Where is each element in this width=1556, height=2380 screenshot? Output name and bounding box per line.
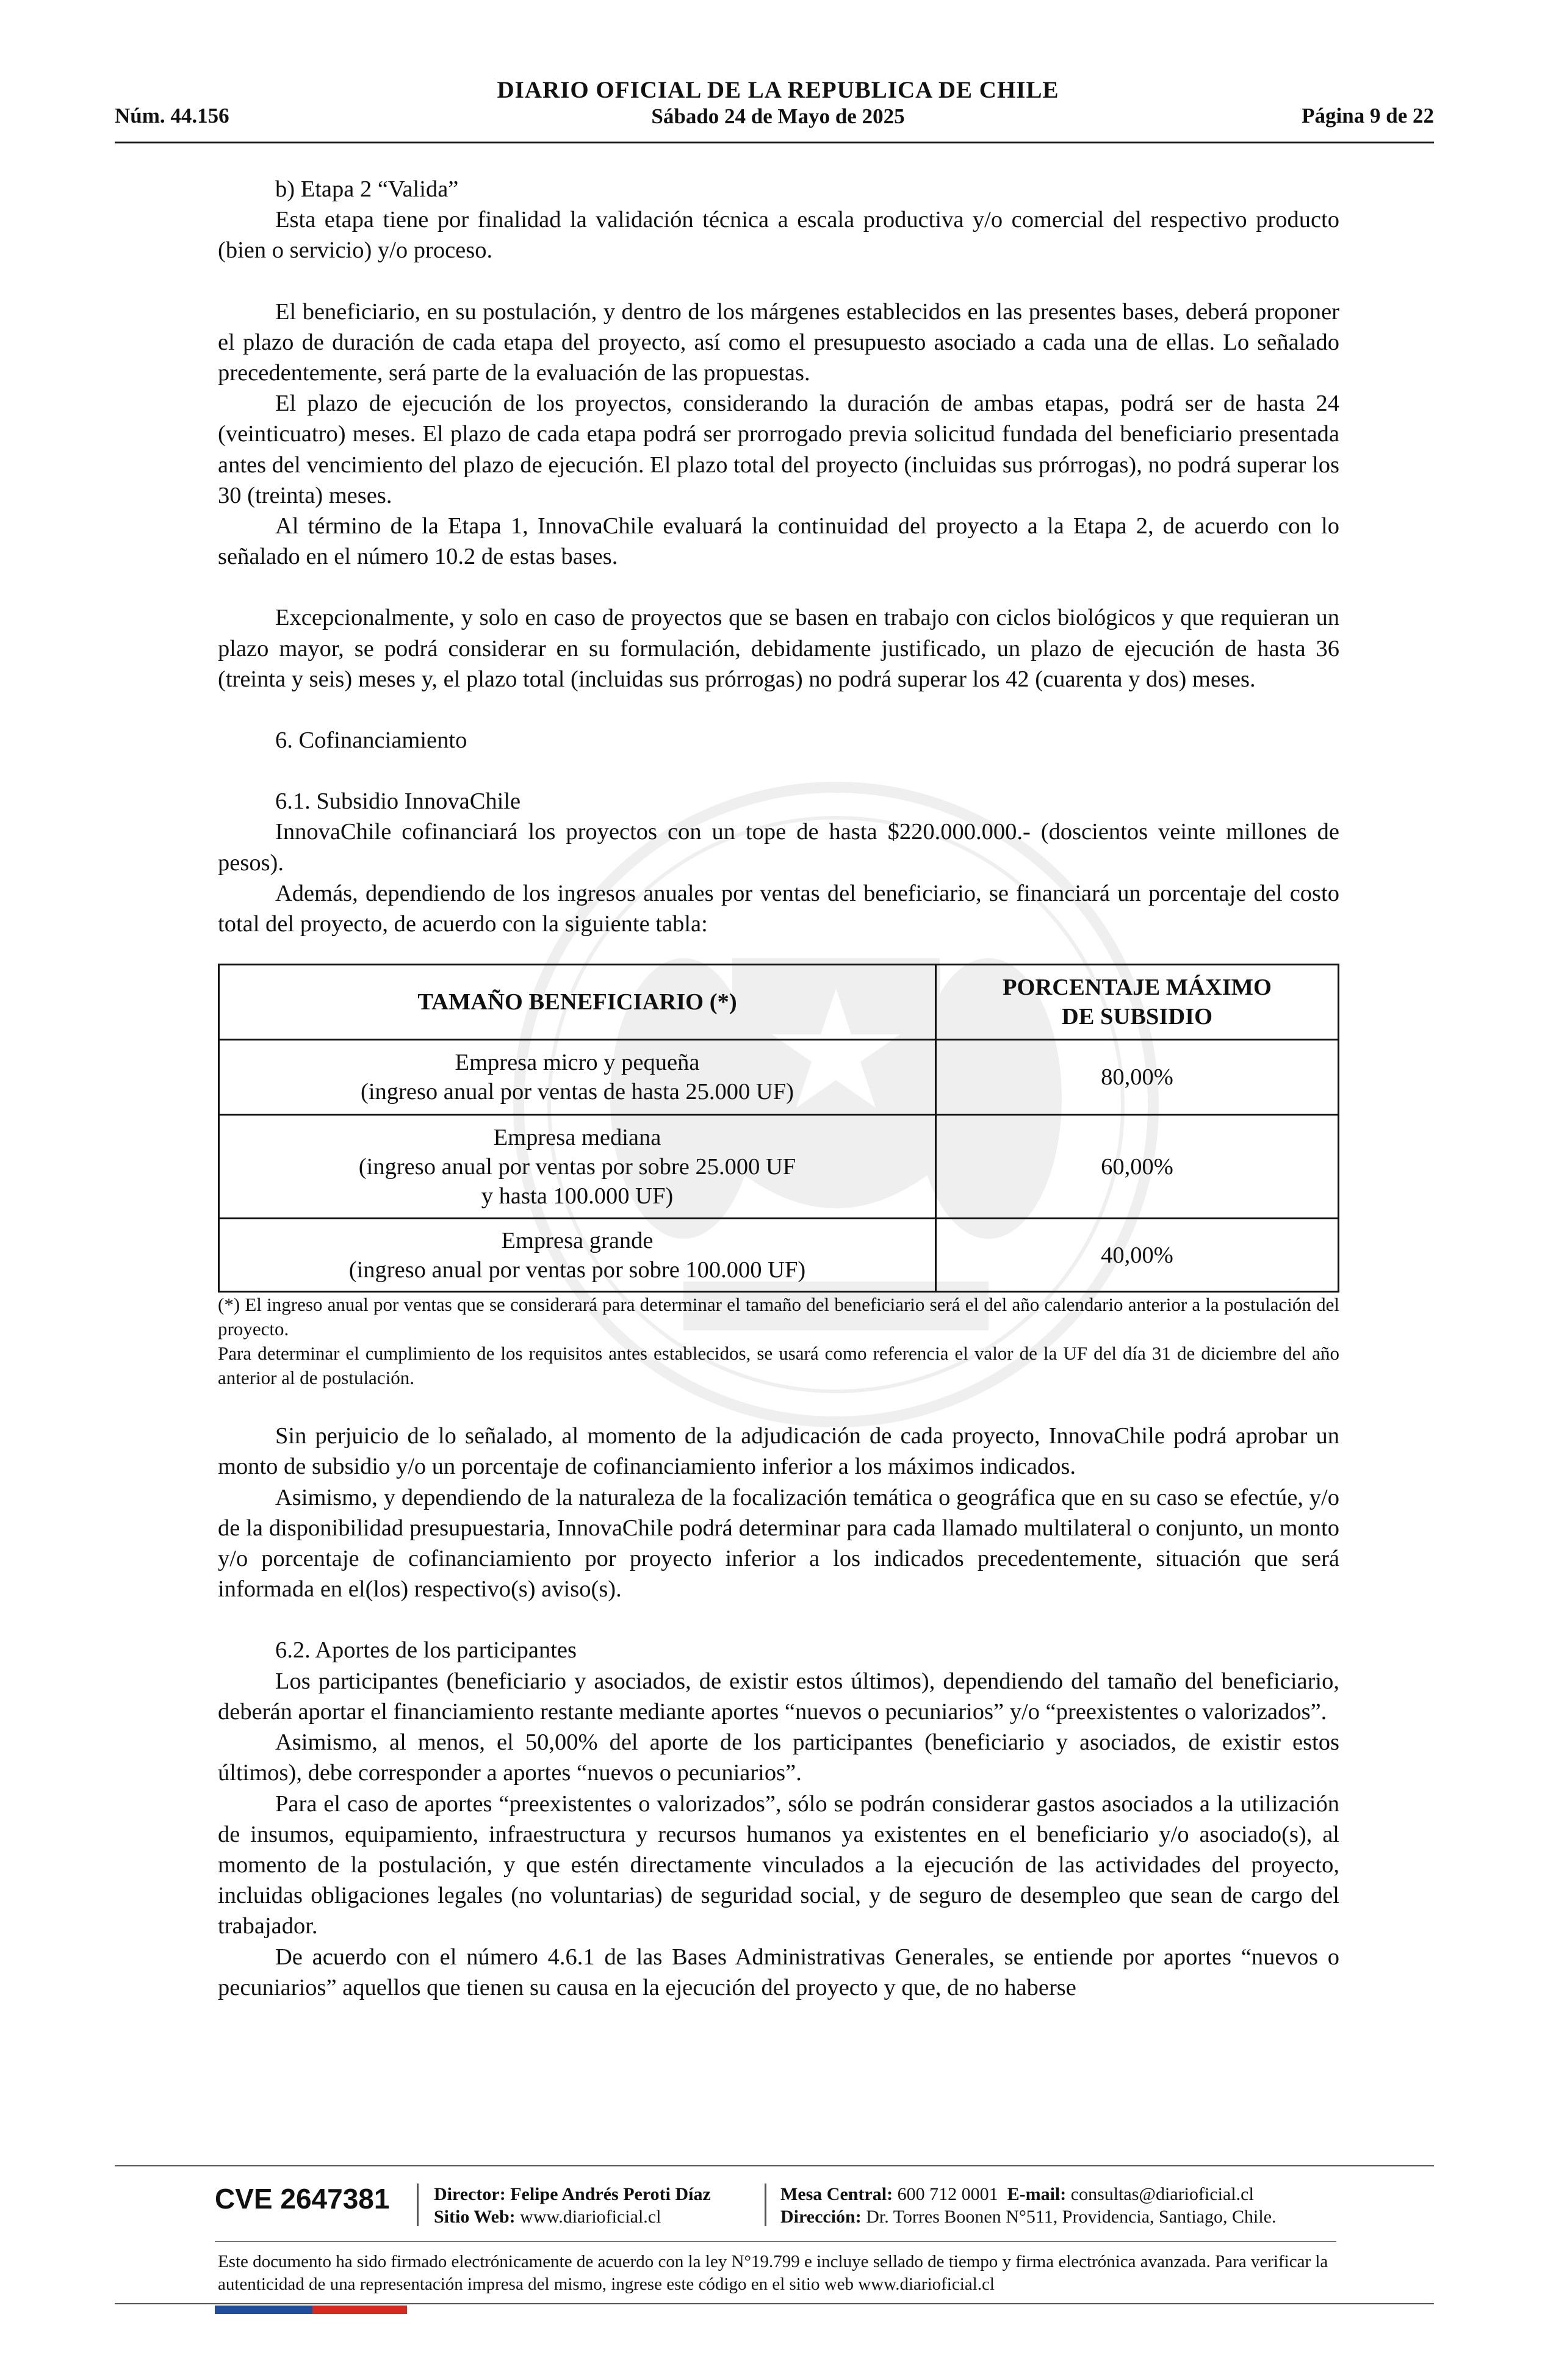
table-row	[219, 1219, 1339, 1292]
flag-stripe-blue	[215, 2306, 312, 2314]
paragraph: InnovaChile cofinanciará los proyectos con un tope de hasta $220.000.000.- (doscientos veinte millones de pesos).	[218, 819, 1339, 876]
director-name: Felipe Andrés Peroti Díaz	[510, 2184, 711, 2204]
subsidy-table	[218, 964, 1339, 1293]
flag-stripe-red	[312, 2306, 407, 2314]
table-footnote: Para determinar el cumplimiento de los requisitos antes establecidos, se usará como referencia el valor de la UF del día 31 de diciembre del año anterior al de postulación.	[218, 1343, 1339, 1389]
table-row	[219, 1115, 1339, 1219]
phone-number: 600 712 0001	[897, 2184, 998, 2204]
section-heading-6-1: 6.1. Subsidio InnovaChile	[275, 788, 521, 815]
email-link[interactable]: consultas@diarioficial.cl	[1070, 2184, 1254, 2204]
paragraph: Los participantes (beneficiario y asociados, de existir estos últimos), dependiendo del tamaño del beneficiario, deberán aportar el financiamiento restante mediante aportes “nuevos o pecuniarios” y/o “preexistentes o valorizados”.	[218, 1668, 1339, 1725]
issue-number: Núm. 44.156	[115, 104, 229, 128]
address: Dr. Torres Boonen N°511, Providencia, Santiago, Chile.	[866, 2207, 1277, 2227]
footer-separator	[765, 2183, 766, 2226]
table-cell-percentage: 80,00%	[936, 1040, 1339, 1115]
paragraph: De acuerdo con el número 4.6.1 de las Bases Administrativas Generales, se entiende por aportes “nuevos o pecuniarios” aquellos que tienen su causa en la ejecución del proyecto y que, de no haberse	[218, 1944, 1339, 2000]
paragraph: Además, dependiendo de los ingresos anuales por ventas del beneficiario, se financiará un porcentaje del costo total del proyecto, de acuerdo con la siguiente tabla:	[218, 880, 1339, 937]
footer-separator	[417, 2183, 419, 2226]
table-cell-size: Empresa grande (ingreso anual por ventas por sobre 100.000 UF)	[219, 1219, 936, 1292]
stage2-heading: b) Etapa 2 “Valida”	[275, 176, 459, 202]
footer-divider	[115, 2303, 1434, 2304]
header-divider	[115, 142, 1434, 143]
table-header-row	[219, 965, 1339, 1040]
footer-contact-block: Mesa Central: 600 712 0001 E-mail: consultas@diarioficial.cl Dirección: Dr. Torres Boonen N°511, Providencia, Santiago, Chile.	[780, 2184, 1277, 2227]
footer-divider	[215, 2241, 1336, 2242]
footer-divider	[115, 2165, 1434, 2166]
column-header-percentage: PORCENTAJE MÁXIMO DE SUBSIDIO	[936, 965, 1339, 1040]
website-link[interactable]: www.diarioficial.cl	[520, 2207, 661, 2227]
cve-code: CVE 2647381	[215, 2183, 390, 2215]
table-cell-size: Empresa micro y pequeña (ingreso anual por ventas de hasta 25.000 UF)	[219, 1040, 936, 1115]
paragraph: Asimismo, y dependiendo de la naturaleza de la focalización temática o geográfica que en su caso se efectúe, y/o de la disponibilidad presupuestaria, InnovaChile podrá determinar para cada llamado multilateral o conjunto, un monto y/o porcentaje de cofinanciamiento por proyecto inferior a los indicados precedentemente, situación que será informada en el(los) respectivo(s) aviso(s).	[218, 1484, 1339, 1603]
column-header-size: TAMAÑO BENEFICIARIO (*)	[219, 965, 936, 1040]
section-heading-6: 6. Cofinanciamiento	[275, 727, 467, 754]
publication-title: DIARIO OFICIAL DE LA REPUBLICA DE CHILE	[497, 77, 1059, 103]
paragraph: El plazo de ejecución de los proyectos, considerando la duración de ambas etapas, podrá ser de hasta 24 (veinticuatro) meses. El plazo de cada etapa podrá ser prorrogado previa solicitud fundada del beneficiario presentada antes del vencimiento del plazo de ejecución. El plazo total del proyecto (incluidas sus prórrogas), no podrá superar los 30 (treinta) meses.	[218, 391, 1339, 508]
paragraph: Para el caso de aportes “preexistentes o valorizados”, sólo se podrán considerar gastos asociados a la utilización de insumos, equipamiento, infraestructura y recursos humanos ya existentes en el beneficiario y/o asociado(s), al momento de la postulación, y que estén directamente vinculados a la ejecución de las actividades del proyecto, incluidas obligaciones legales (no voluntarias) de seguridad social, y de seguro de desempleo que sean de cargo del trabajador.	[218, 1790, 1339, 1939]
table-cell-percentage: 60,00%	[936, 1115, 1339, 1219]
paragraph: Asimismo, al menos, el 50,00% del aporte de los participantes (beneficiario y asociados, de existir estos últimos), debe corresponder a aportes “nuevos o pecuniarios”.	[218, 1729, 1339, 1786]
legal-notice: Este documento ha sido firmado electrónicamente de acuerdo con la ley N°19.799 e incluye sellado de tiempo y firma electrónica avanzada. Para verificar la autenticidad de una representación impresa del mismo, ingrese este código en el sitio web www.diarioficial.cl	[218, 2252, 1328, 2294]
paragraph: Sin perjuicio de lo señalado, al momento de la adjudicación de cada proyecto, InnovaChile podrá aprobar un monto de subsidio y/o un porcentaje de cofinanciamiento inferior a los máximos indicados.	[218, 1423, 1339, 1480]
table-footnote: (*) El ingreso anual por ventas que se considerará para determinar el tamaño del beneficiario será el del año calendario anterior a la postulación del proyecto.	[218, 1294, 1339, 1340]
publication-date: Sábado 24 de Mayo de 2025	[651, 104, 905, 128]
section-heading-6-2: 6.2. Aportes de los participantes	[275, 1637, 577, 1664]
stage2-paragraph: Esta etapa tiene por finalidad la validación técnica a escala productiva y/o comercial del respectivo producto (bien o servicio) y/o proceso.	[218, 207, 1339, 264]
page-indicator: Página 9 de 22	[1302, 104, 1434, 128]
paragraph: Excepcionalmente, y solo en caso de proyectos que se basen en trabajo con ciclos biológicos y que requieran un plazo mayor, se podrá considerar en su formulación, debidamente justificado, un plazo de ejecución de hasta 36 (treinta y seis) meses y, el plazo total (incluidas sus prórrogas) no podrá superar los 42 (cuarenta y dos) meses.	[218, 605, 1339, 692]
table-row	[219, 1040, 1339, 1115]
table-cell-size: Empresa mediana (ingreso anual por ventas por sobre 25.000 UF y hasta 100.000 UF)	[219, 1115, 936, 1219]
paragraph: Al término de la Etapa 1, InnovaChile evaluará la continuidad del proyecto a la Etapa 2, de acuerdo con lo señalado en el número 10.2 de estas bases.	[218, 513, 1339, 570]
paragraph: El beneficiario, en su postulación, y dentro de los márgenes establecidos en las presentes bases, deberá proponer el plazo de duración de cada etapa del proyecto, así como el presupuesto asociado a cada una de ellas. Lo señalado precedentemente, será parte de la evaluación de las propuestas.	[218, 298, 1339, 386]
footer-director-block: Director: Felipe Andrés Peroti Díaz Sitio Web: www.diarioficial.cl	[434, 2184, 711, 2227]
document-body	[218, 174, 1339, 2003]
table-cell-percentage: 40,00%	[936, 1219, 1339, 1292]
